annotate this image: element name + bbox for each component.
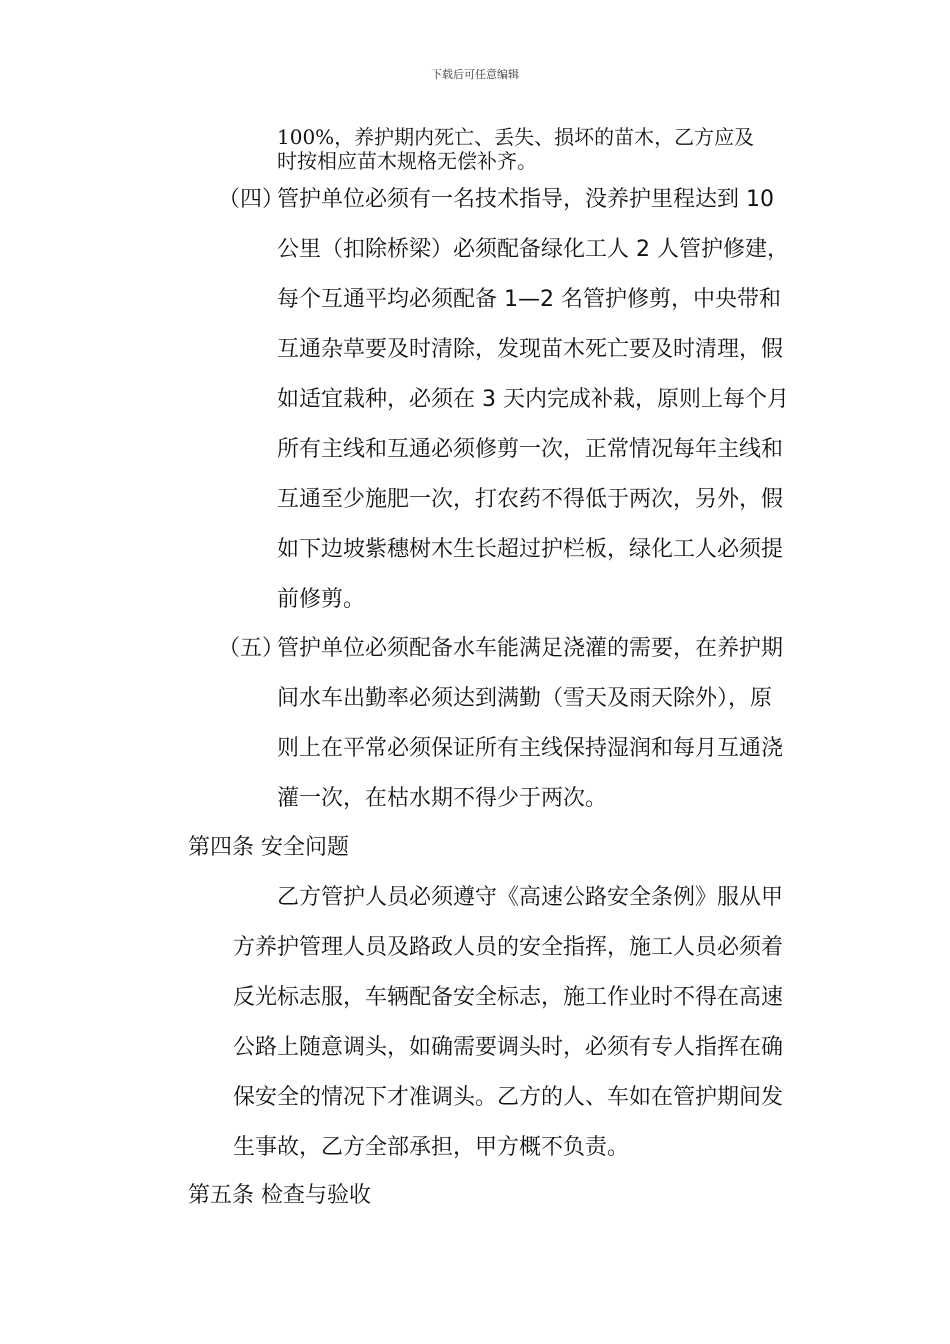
item-4-line: 如下边坡紫穗树木生长超过护栏板，绿化工人必须提 [277, 537, 784, 562]
article-4-heading: 第四条 安全问题 [188, 835, 349, 860]
item-4-line: 互通杂草要及时清除，发现苗木死亡要及时清理，假 [277, 337, 784, 362]
item-4-label: （四） [218, 187, 285, 212]
article-4-line: 方养护管理人员及路政人员的安全指挥，施工人员必须着 [233, 935, 784, 960]
item-5-line: 则上在平常必须保证所有主线保持湿润和每月互通浇 [277, 736, 784, 761]
article-4-line: 保安全的情况下才准调头。乙方的人、车如在管护期间发 [233, 1085, 784, 1110]
article-5-heading: 第五条 检查与验收 [188, 1183, 371, 1208]
item-4-line: 公里（扣除桥梁）必须配备绿化工人 2 人管护修建， [277, 237, 789, 262]
article-4-line: 乙方管护人员必须遵守《高速公路安全条例》服从甲 [277, 885, 784, 910]
item-4-line: 前修剪。 [277, 587, 366, 612]
page-header: 下载后可任意编辑 [431, 68, 519, 81]
item-4-line: 互通至少施肥一次，打农药不得低于两次，另外，假 [277, 487, 784, 512]
item-4-line: 每个互通平均必须配备 1—2 名管护修剪，中央带和 [277, 287, 781, 312]
continuation-line: 时按相应苗木规格无偿补齐。 [277, 149, 537, 173]
item-4-line: 所有主线和互通必须修剪一次，正常情况每年主线和 [277, 437, 784, 462]
item-5-line: 灌一次，在枯水期不得少于两次。 [277, 786, 608, 811]
continuation-line: 100%，养护期内死亡、丢失、损坏的苗木，乙方应及 [277, 125, 755, 149]
article-4-line: 反光标志服，车辆配备安全标志，施工作业时不得在高速 [233, 985, 784, 1010]
item-4-line: 如适宜栽种，必须在 3 天内完成补栽，原则上每个月 [277, 387, 789, 412]
item-5-line: 管护单位必须配备水车能满足浇灌的需要，在养护期 [277, 636, 784, 661]
item-5-line: 间水车出勤率必须达到满勤（雪天及雨天除外），原 [277, 686, 773, 711]
item-5-label: （五） [218, 636, 285, 661]
article-4-line: 生事故，乙方全部承担，甲方概不负责。 [233, 1135, 630, 1160]
article-4-line: 公路上随意调头，如确需要调头时，必须有专人指挥在确 [233, 1035, 784, 1060]
item-4-line: 管护单位必须有一名技术指导，没养护里程达到 10 [277, 187, 774, 212]
